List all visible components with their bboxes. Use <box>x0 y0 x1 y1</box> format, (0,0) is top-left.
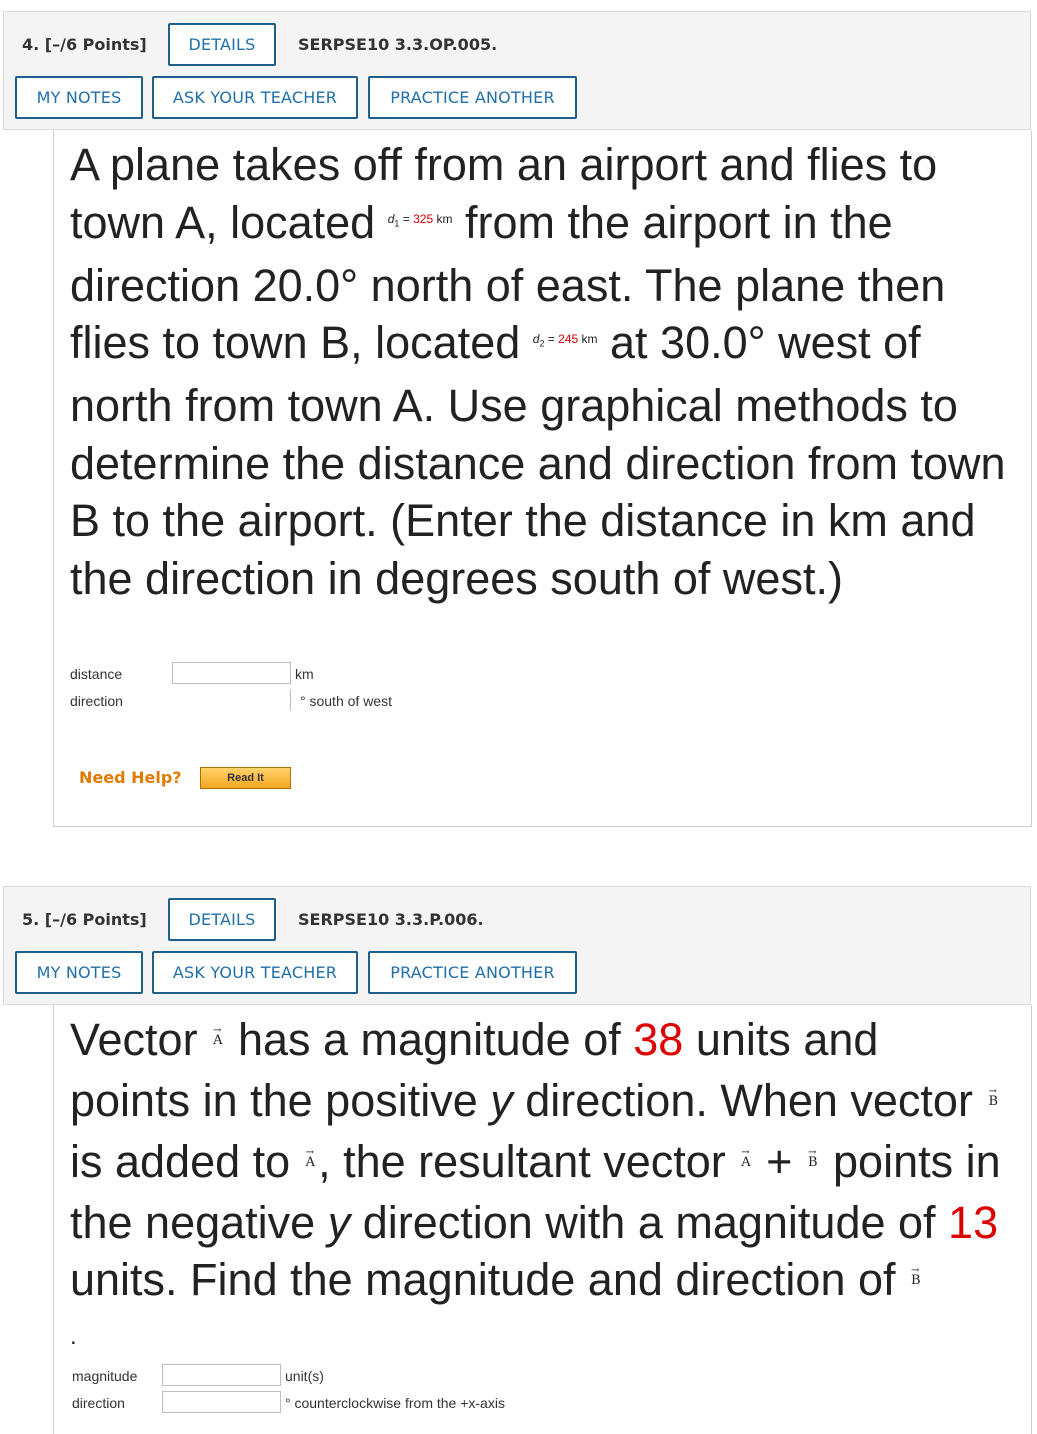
ask-your-teacher-button[interactable]: ASK YOUR TEACHER <box>152 951 358 994</box>
vector-a-symbol: → A <box>738 1134 753 1192</box>
question-5-text: Vector → A has a magnitude of 38 units and points in the positive y direction. When vector → B is added to → A, the resultant vector → A + → B points in the negative y direction with a magnitude of 13 units. Find the magnitude and direction of → B <box>70 1011 1007 1312</box>
my-notes-button[interactable]: MY NOTES <box>15 76 143 119</box>
details-button[interactable]: DETAILS <box>168 898 276 941</box>
question-4-header <box>3 11 1031 130</box>
direction-input[interactable] <box>162 1391 281 1413</box>
distance-label: distance <box>70 666 123 682</box>
question-4-body <box>53 130 1032 827</box>
question-5-header <box>3 886 1031 1005</box>
direction-unit: ° counterclockwise from the +x-axis <box>285 1395 505 1411</box>
magnitude-label: magnitude <box>72 1368 138 1384</box>
need-help-label: Need Help? <box>79 768 182 787</box>
magnitude-a-value: 38 <box>633 1014 684 1065</box>
vector-b-symbol: → B <box>805 1134 821 1192</box>
details-button[interactable]: DETAILS <box>168 23 276 66</box>
vector-a-symbol: → A <box>303 1134 318 1192</box>
question-4-points: 4. [–/6 Points] <box>22 35 147 54</box>
direction-label: direction <box>72 1395 125 1411</box>
question-5-points: 5. [–/6 Points] <box>22 910 147 929</box>
vector-a-symbol: → A <box>210 1012 225 1070</box>
period-mark: . <box>70 1323 77 1350</box>
d1-variable: $d_1 = 325$ km <box>387 211 453 229</box>
direction-label: direction <box>70 693 123 709</box>
vector-b-symbol: → B <box>908 1252 924 1310</box>
read-it-button[interactable]: Read It <box>200 767 291 789</box>
direction-input[interactable] <box>172 689 291 711</box>
practice-another-button[interactable]: PRACTICE ANOTHER <box>368 951 577 994</box>
question-4-code: SERPSE10 3.3.OP.005. <box>298 35 498 54</box>
distance-input[interactable] <box>172 662 291 684</box>
ask-your-teacher-button[interactable]: ASK YOUR TEACHER <box>152 76 358 119</box>
direction-unit: ° south of west <box>300 693 392 709</box>
magnitude-unit: unit(s) <box>285 1368 324 1384</box>
magnitude-input[interactable] <box>162 1364 281 1386</box>
question-4-text: A plane takes off from an airport and flies to town A, located $d_1 = 325$ km from the airport in the direction 20.0° north of east. The plane then flies to town B, located $d_2 = 245$ km at 30.0° west of north from town A. Use graphical methods to determine the distance and direction from town B to the airport. (Enter the distance in km and the direction in degrees south of west.) <box>70 139 1006 604</box>
resultant-magnitude-value: 13 <box>948 1196 999 1248</box>
distance-unit: km <box>295 666 314 682</box>
vector-b-symbol: → B <box>985 1073 1001 1131</box>
my-notes-button[interactable]: MY NOTES <box>15 951 143 994</box>
question-5-body <box>53 1005 1032 1434</box>
d2-variable: $d_2 = 245$ km <box>532 332 598 349</box>
practice-another-button[interactable]: PRACTICE ANOTHER <box>368 76 577 119</box>
question-5-code: SERPSE10 3.3.P.006. <box>298 910 484 929</box>
